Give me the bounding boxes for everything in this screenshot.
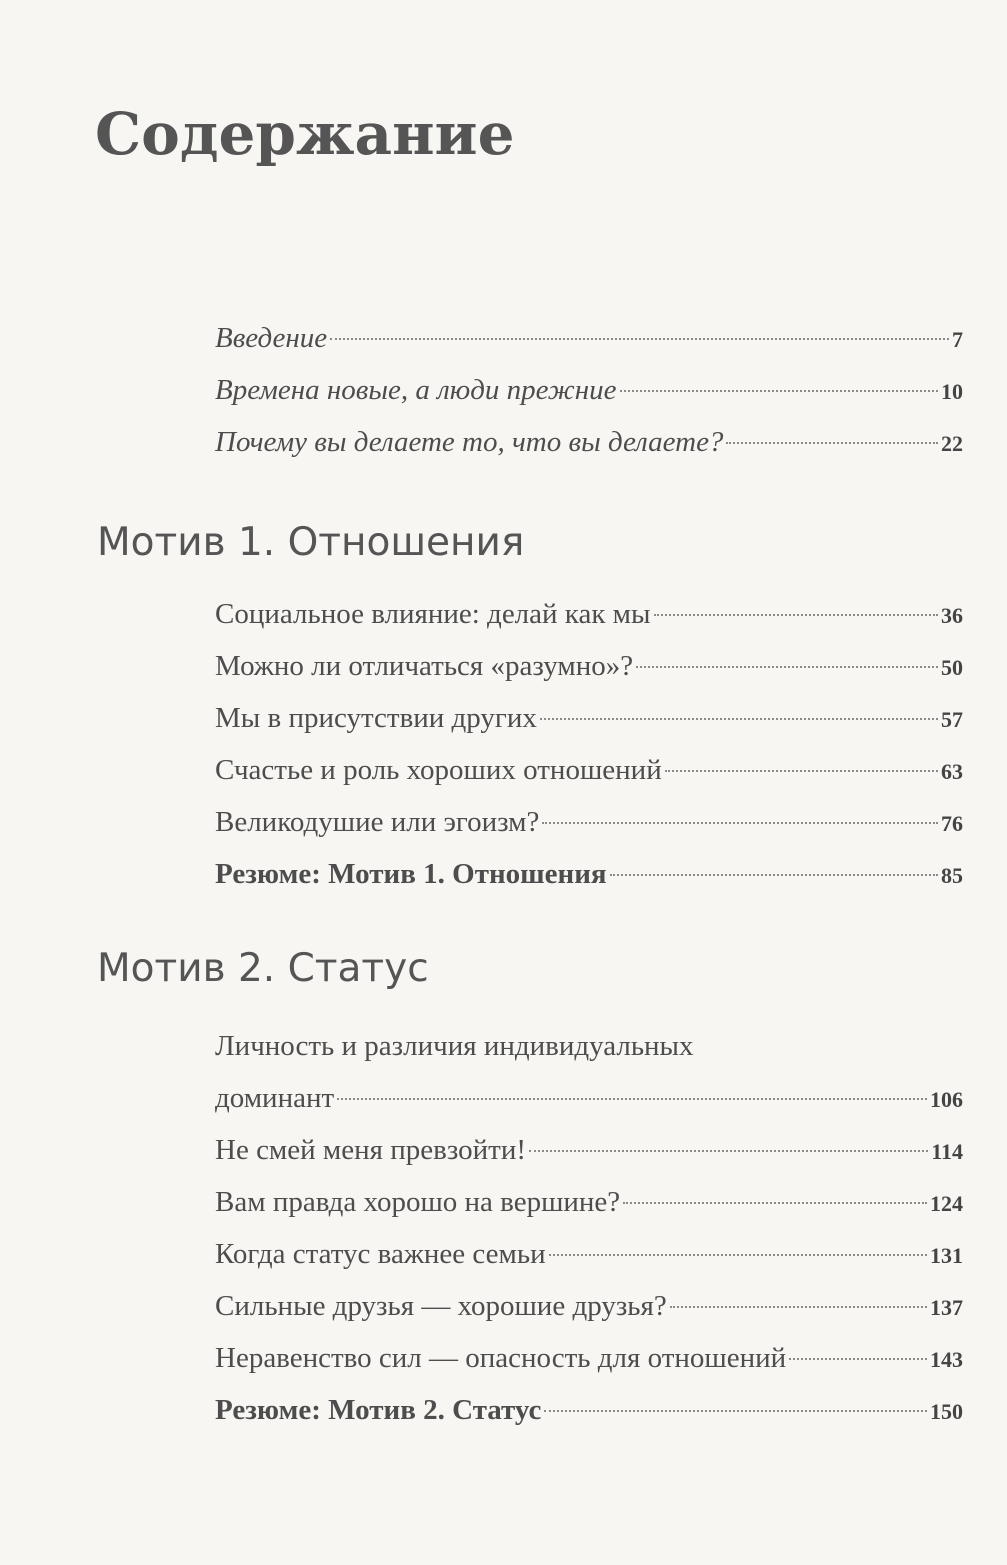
toc-intro-group bbox=[215, 312, 963, 468]
toc-entry-label: Можно ли отличаться «разумно»? bbox=[215, 650, 634, 682]
toc-entry[interactable] bbox=[215, 312, 963, 364]
toc-entry-label-line1: Личность и различия индивидуальных bbox=[215, 1030, 694, 1062]
toc-entry[interactable] bbox=[215, 640, 963, 692]
toc-page-number: 150 bbox=[930, 1399, 963, 1424]
toc-entry[interactable] bbox=[215, 416, 963, 468]
dot-leader bbox=[789, 1358, 927, 1360]
dot-leader bbox=[670, 1306, 927, 1308]
dot-leader bbox=[623, 1202, 927, 1204]
toc-page-number: 7 bbox=[952, 327, 963, 352]
toc-entry[interactable] bbox=[215, 588, 963, 640]
toc-page-number: 114 bbox=[931, 1139, 963, 1164]
toc-entry[interactable] bbox=[215, 1280, 963, 1332]
dot-leader bbox=[542, 822, 938, 824]
section-heading-motive-1: Мотив 1. Отношения bbox=[97, 520, 525, 565]
toc-entry-label: Великодушие или эгоизм? bbox=[215, 806, 540, 838]
dot-leader bbox=[330, 338, 949, 340]
toc-section-2-group bbox=[215, 1020, 963, 1436]
dot-leader bbox=[654, 614, 939, 616]
toc-entry[interactable] bbox=[215, 1176, 963, 1228]
toc-entry-summary[interactable] bbox=[215, 1384, 963, 1436]
toc-page-number: 22 bbox=[941, 431, 963, 456]
toc-page-number: 131 bbox=[930, 1243, 963, 1268]
toc-entry-label-line2: доминант bbox=[215, 1082, 335, 1114]
toc-page-number: 57 bbox=[941, 707, 963, 732]
toc-entry-label: Вам правда хорошо на вершине? bbox=[215, 1186, 621, 1218]
toc-page-number: 137 bbox=[930, 1295, 963, 1320]
toc-entry-summary[interactable] bbox=[215, 848, 963, 900]
toc-page-number: 50 bbox=[941, 655, 963, 680]
toc-entry-label: Счастье и роль хороших отношений bbox=[215, 754, 662, 786]
dot-leader bbox=[549, 1254, 927, 1256]
toc-entry[interactable] bbox=[215, 1124, 963, 1176]
toc-entry-label: Когда статус важнее семьи bbox=[215, 1238, 546, 1270]
toc-page-number: 85 bbox=[941, 863, 963, 888]
dot-leader bbox=[620, 390, 938, 392]
toc-entry-label: Неравенство сил — опасность для отношений bbox=[215, 1342, 787, 1374]
dot-leader bbox=[610, 874, 938, 876]
dot-leader bbox=[544, 1410, 927, 1412]
toc-page-number: 10 bbox=[941, 379, 963, 404]
dot-leader bbox=[726, 442, 938, 444]
toc-entry-label: Не смей меня превзойти! bbox=[215, 1134, 526, 1166]
toc-section-1-group bbox=[215, 588, 963, 900]
toc-entry[interactable] bbox=[215, 1020, 963, 1124]
toc-entry-label: Мы в присутствии других bbox=[215, 702, 537, 734]
toc-entry[interactable] bbox=[215, 1228, 963, 1280]
toc-entry[interactable] bbox=[215, 364, 963, 416]
dot-leader bbox=[529, 1150, 928, 1152]
section-heading-motive-2: Мотив 2. Статус bbox=[97, 946, 429, 991]
toc-page-number: 106 bbox=[930, 1087, 963, 1112]
toc-entry-label: Резюме: Мотив 2. Статус bbox=[215, 1394, 542, 1426]
toc-entry[interactable] bbox=[215, 796, 963, 848]
toc-entry-label: Времена новые, а люди прежние bbox=[215, 374, 617, 406]
dot-leader bbox=[636, 666, 938, 668]
toc-entry-label: Введение bbox=[215, 322, 328, 354]
toc-entry[interactable] bbox=[215, 692, 963, 744]
dot-leader bbox=[540, 718, 938, 720]
dot-leader bbox=[337, 1098, 927, 1100]
toc-page-number: 36 bbox=[941, 603, 963, 628]
toc-entry-label: Социальное влияние: делай как мы bbox=[215, 598, 651, 630]
toc-page-number: 143 bbox=[930, 1347, 963, 1372]
toc-entry-label: Резюме: Мотив 1. Отношения bbox=[215, 858, 607, 890]
toc-page-number: 124 bbox=[930, 1191, 963, 1216]
toc-entry[interactable] bbox=[215, 744, 963, 796]
page-title: Содержание bbox=[95, 100, 515, 168]
dot-leader bbox=[665, 770, 938, 772]
toc-page-number: 63 bbox=[941, 759, 963, 784]
toc-entry[interactable] bbox=[215, 1332, 963, 1384]
toc-page-number: 76 bbox=[941, 811, 963, 836]
toc-entry-label: Почему вы делаете то, что вы делаете? bbox=[215, 426, 724, 458]
toc-entry-label: Сильные друзья — хорошие друзья? bbox=[215, 1290, 667, 1322]
